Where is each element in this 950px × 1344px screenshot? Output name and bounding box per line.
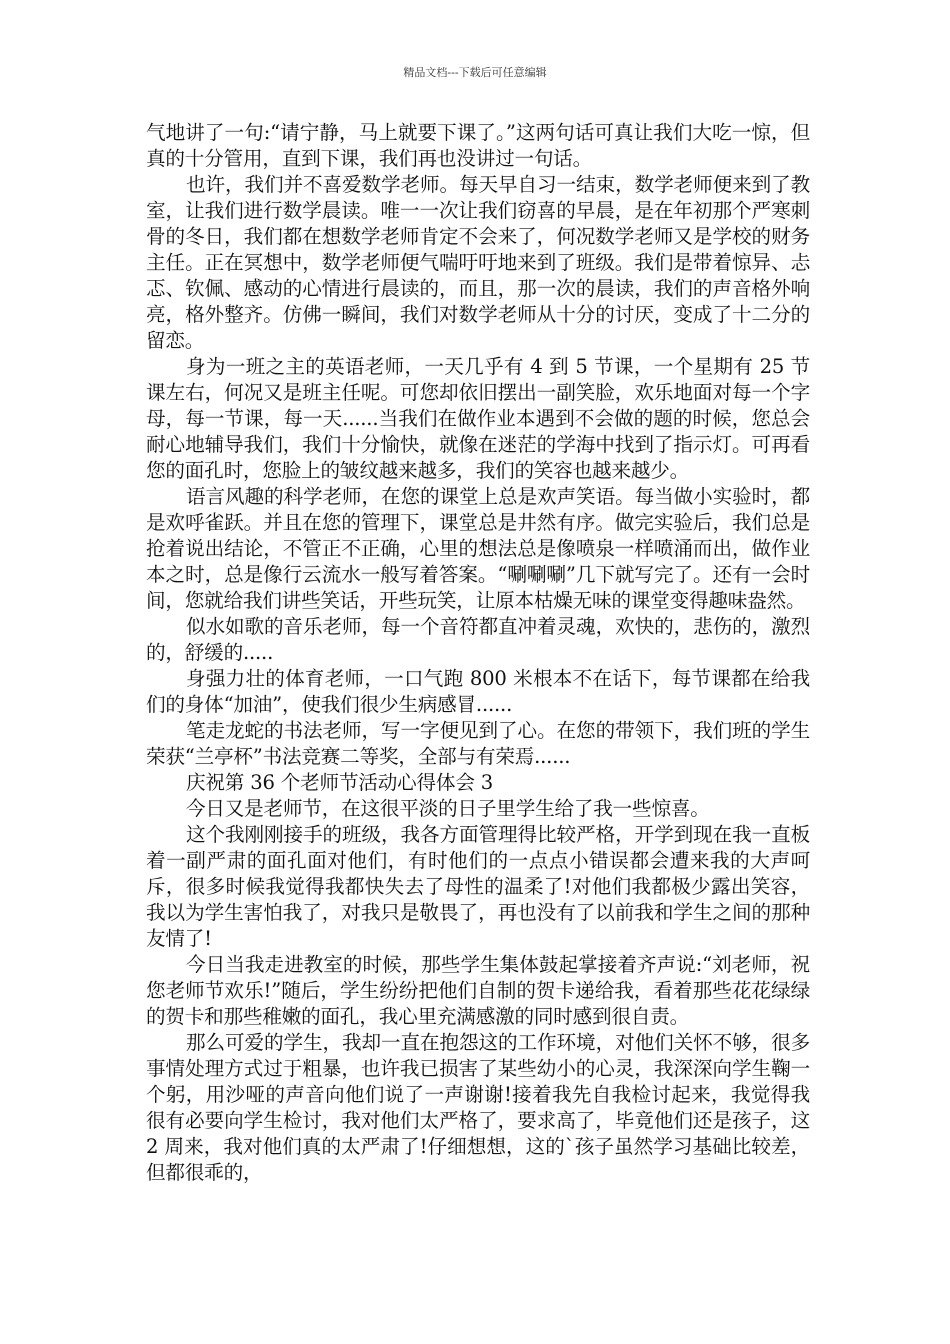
paragraph-3: 身为一班之主的英语老师，一天几乎有 4 到 5 节课，一个星期有 25 节课左右，何况又是班主任呢。可您却依旧摆出一副笑脸，欢乐地面对每一个字母，每一节课，每一天......当我们在做作业本遇到不会做的题的时候，您总会耐心地辅导我们，我们十分愉快，就像在迷茫的学海中找到了指示灯。可再看您的面孔时，您脸上的皱纹越来越多，我们的笑容也越来越少。 — [146, 355, 810, 482]
paragraph-1: 气地讲了一句:“请宁静，马上就要下课了。”这两句话可真让我们大吃一惊，但真的十分管用，直到下课，我们再也没讲过一句话。 — [146, 121, 810, 170]
paragraph-9: 今日又是老师节，在这很平淡的日子里学生给了我一些惊喜。 — [186, 797, 710, 820]
section-heading: 庆祝第 36 个老师节活动心得体会 3 — [186, 771, 494, 794]
paragraph-11: 今日当我走进教室的时候，那些学生集体鼓起掌接着齐声说:“刘老师，祝您老师节欢乐!”随后，学生纷纷把他们自制的贺卡递给我，看着那些花花绿绿的贺卡和那些稚嫩的面孔，我心里充满感激的同时感到很自责。 — [146, 953, 810, 1028]
paragraph-10: 这个我刚刚接手的班级，我各方面管理得比较严格，开学到现在我一直板着一副严肃的面孔面对他们，有时他们的一点点小错误都会遭来我的大声呵斥，很多时候我觉得我都快失去了母性的温柔了!对他们我都极少露出笑容，我以为学生害怕我了，对我只是敬畏了，再也没有了以前我和学生之间的那种友情了! — [146, 823, 810, 950]
paragraph-2: 也许，我们并不喜爱数学老师。每天早自习一结束，数学老师便来到了教室，让我们进行数学晨读。唯一一次让我们窃喜的早晨，是在年初那个严寒刺骨的冬日，我们都在想数学老师肯定不会来了，何况数学老师又是学校的财务主任。正在冥想中，数学老师便气喘吁吁地来到了班级。我们是带着惊异、忐忑、钦佩、感动的心情进行晨读的，而且，那一次的晨读，我们的声音格外响亮，格外整齐。仿佛一瞬间，我们对数学老师从十分的讨厌，变成了十二分的留恋。 — [146, 173, 810, 352]
paragraph-12: 那么可爱的学生，我却一直在抱怨这的工作环境，对他们关怀不够，很多事情处理方式过于粗暴，也许我已损害了某些幼小的心灵，我深深向学生鞠一个躬，用沙哑的声音向他们说了一声谢谢!接着我先自我检讨起来，我觉得我很有必要向学生检讨，我对他们太严格了，要求高了，毕竟他们还是孩子，这 2 周来，我对他们真的太严肃了!仔细想想，这的`孩子虽然学习基础比较差，但都很乖的， — [146, 1031, 810, 1184]
page-header: 精品文档---下载后可任意编辑 — [403, 66, 547, 79]
document-body — [146, 120, 810, 1186]
paragraph-6: 身强力壮的体育老师，一口气跑 800 米根本不在话下，每节课都在给我们的身体“加油”，使我们很少生病感冒...... — [146, 667, 810, 716]
paragraph-5: 似水如歌的音乐老师，每一个音符都直冲着灵魂，欢快的，悲伤的，激烈的，舒缓的..... — [146, 615, 810, 664]
paragraph-4: 语言风趣的科学老师，在您的课堂上总是欢声笑语。每当做小实验时，都是欢呼雀跃。并且在您的管理下，课堂总是井然有序。做完实验后，我们总是抢着说出结论，不管正不正确，心里的想法总是像喷泉一样喷涌而出，做作业本之时，总是像行云流水一般写着答案。“唰唰唰”几下就写完了。还有一会时间，您就给我们讲些笑话，开些玩笑，让原本枯燥无味的课堂变得趣味盎然。 — [146, 485, 810, 612]
paragraph-7: 笔走龙蛇的书法老师，写一字便见到了心。在您的带领下，我们班的学生荣获“兰亭杯”书法竞赛二等奖，全部与有荣焉...... — [146, 719, 810, 768]
